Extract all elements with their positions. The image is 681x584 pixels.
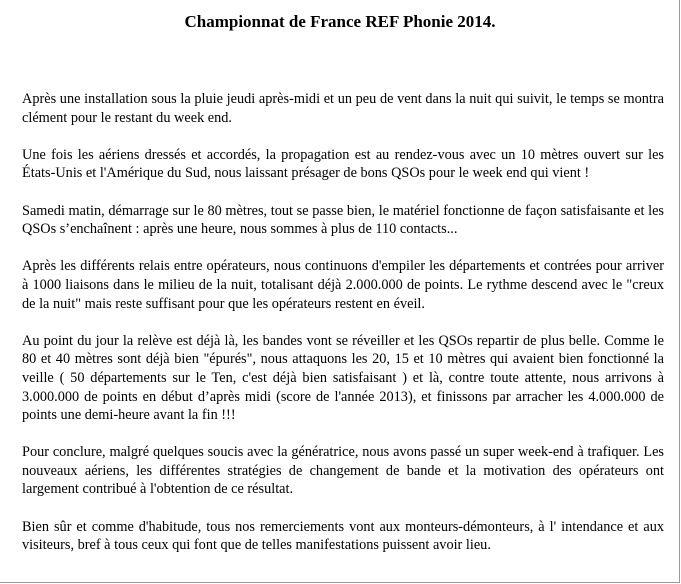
paragraph-thanks: Bien sûr et comme d'habitude, tous nos remerciements vont aux monteurs-démonteurs, à l' intendance et aux visiteurs, bref à tous ceux qui font que de telles manifestations puissent avoir lieu. xyxy=(22,518,664,554)
document-body xyxy=(22,90,664,573)
paragraph-daybreak: Au point du jour la relève est déjà là, les bandes vont se réveiller et les QSOs repartir de plus belle. Comme le 80 et 40 mètres sont déjà bien "épurés", nous attaquons les 20, 15 et 10 mètres qui avaient bien fonctionné la veille ( 50 départements sur le Ten, c'est déjà bien satisfaisant ) et là, contre toute attente, nous arrivons à 3.000.000 de points en début d’après midi (score de l'année 2013), et finissons par arracher les 4.000.000 de points une demi-heure avant la fin !!! xyxy=(22,332,664,424)
paragraph-conclusion: Pour conclure, malgré quelques soucis avec la génératrice, nous avons passé un super week-end à trafiquer. Les nouveaux aériens, les différentes stratégies de changement de bande et la motivation des opérateurs ont largement contribué à l'obtention de ce résultat. xyxy=(22,444,664,498)
paragraph-saturday: Samedi matin, démarrage sur le 80 mètres, tout se passe bien, le matériel fonctionne de façon satisfaisante et les QSOs s’enchaînent : après une heure, nous sommes à plus de 110 contacts... xyxy=(22,202,664,238)
paragraph-propagation: Une fois les aériens dressés et accordés, la propagation est au rendez-vous avec un 10 mètres ouvert sur les États-Unis et l'Amérique du Sud, nous laissant présager de bons QSOs pour le week end qui vient ! xyxy=(22,146,664,182)
document-title: Championnat de France REF Phonie 2014. xyxy=(184,12,496,31)
paragraph-relays: Après les différents relais entre opérateurs, nous continuons d'empiler les départements et contrées pour arriver à 1000 liaisons dans le milieu de la nuit, totalisant déjà 2.000.000 de points. Le rythme descend avec le "creux de la nuit" mais reste suffisant pour que les opérateurs restent en éveil. xyxy=(22,258,664,312)
paragraph-installation: Après une installation sous la pluie jeudi après-midi et un peu de vent dans la nuit qui suivit, le temps se montra clément pour le restant du week end. xyxy=(22,91,664,126)
